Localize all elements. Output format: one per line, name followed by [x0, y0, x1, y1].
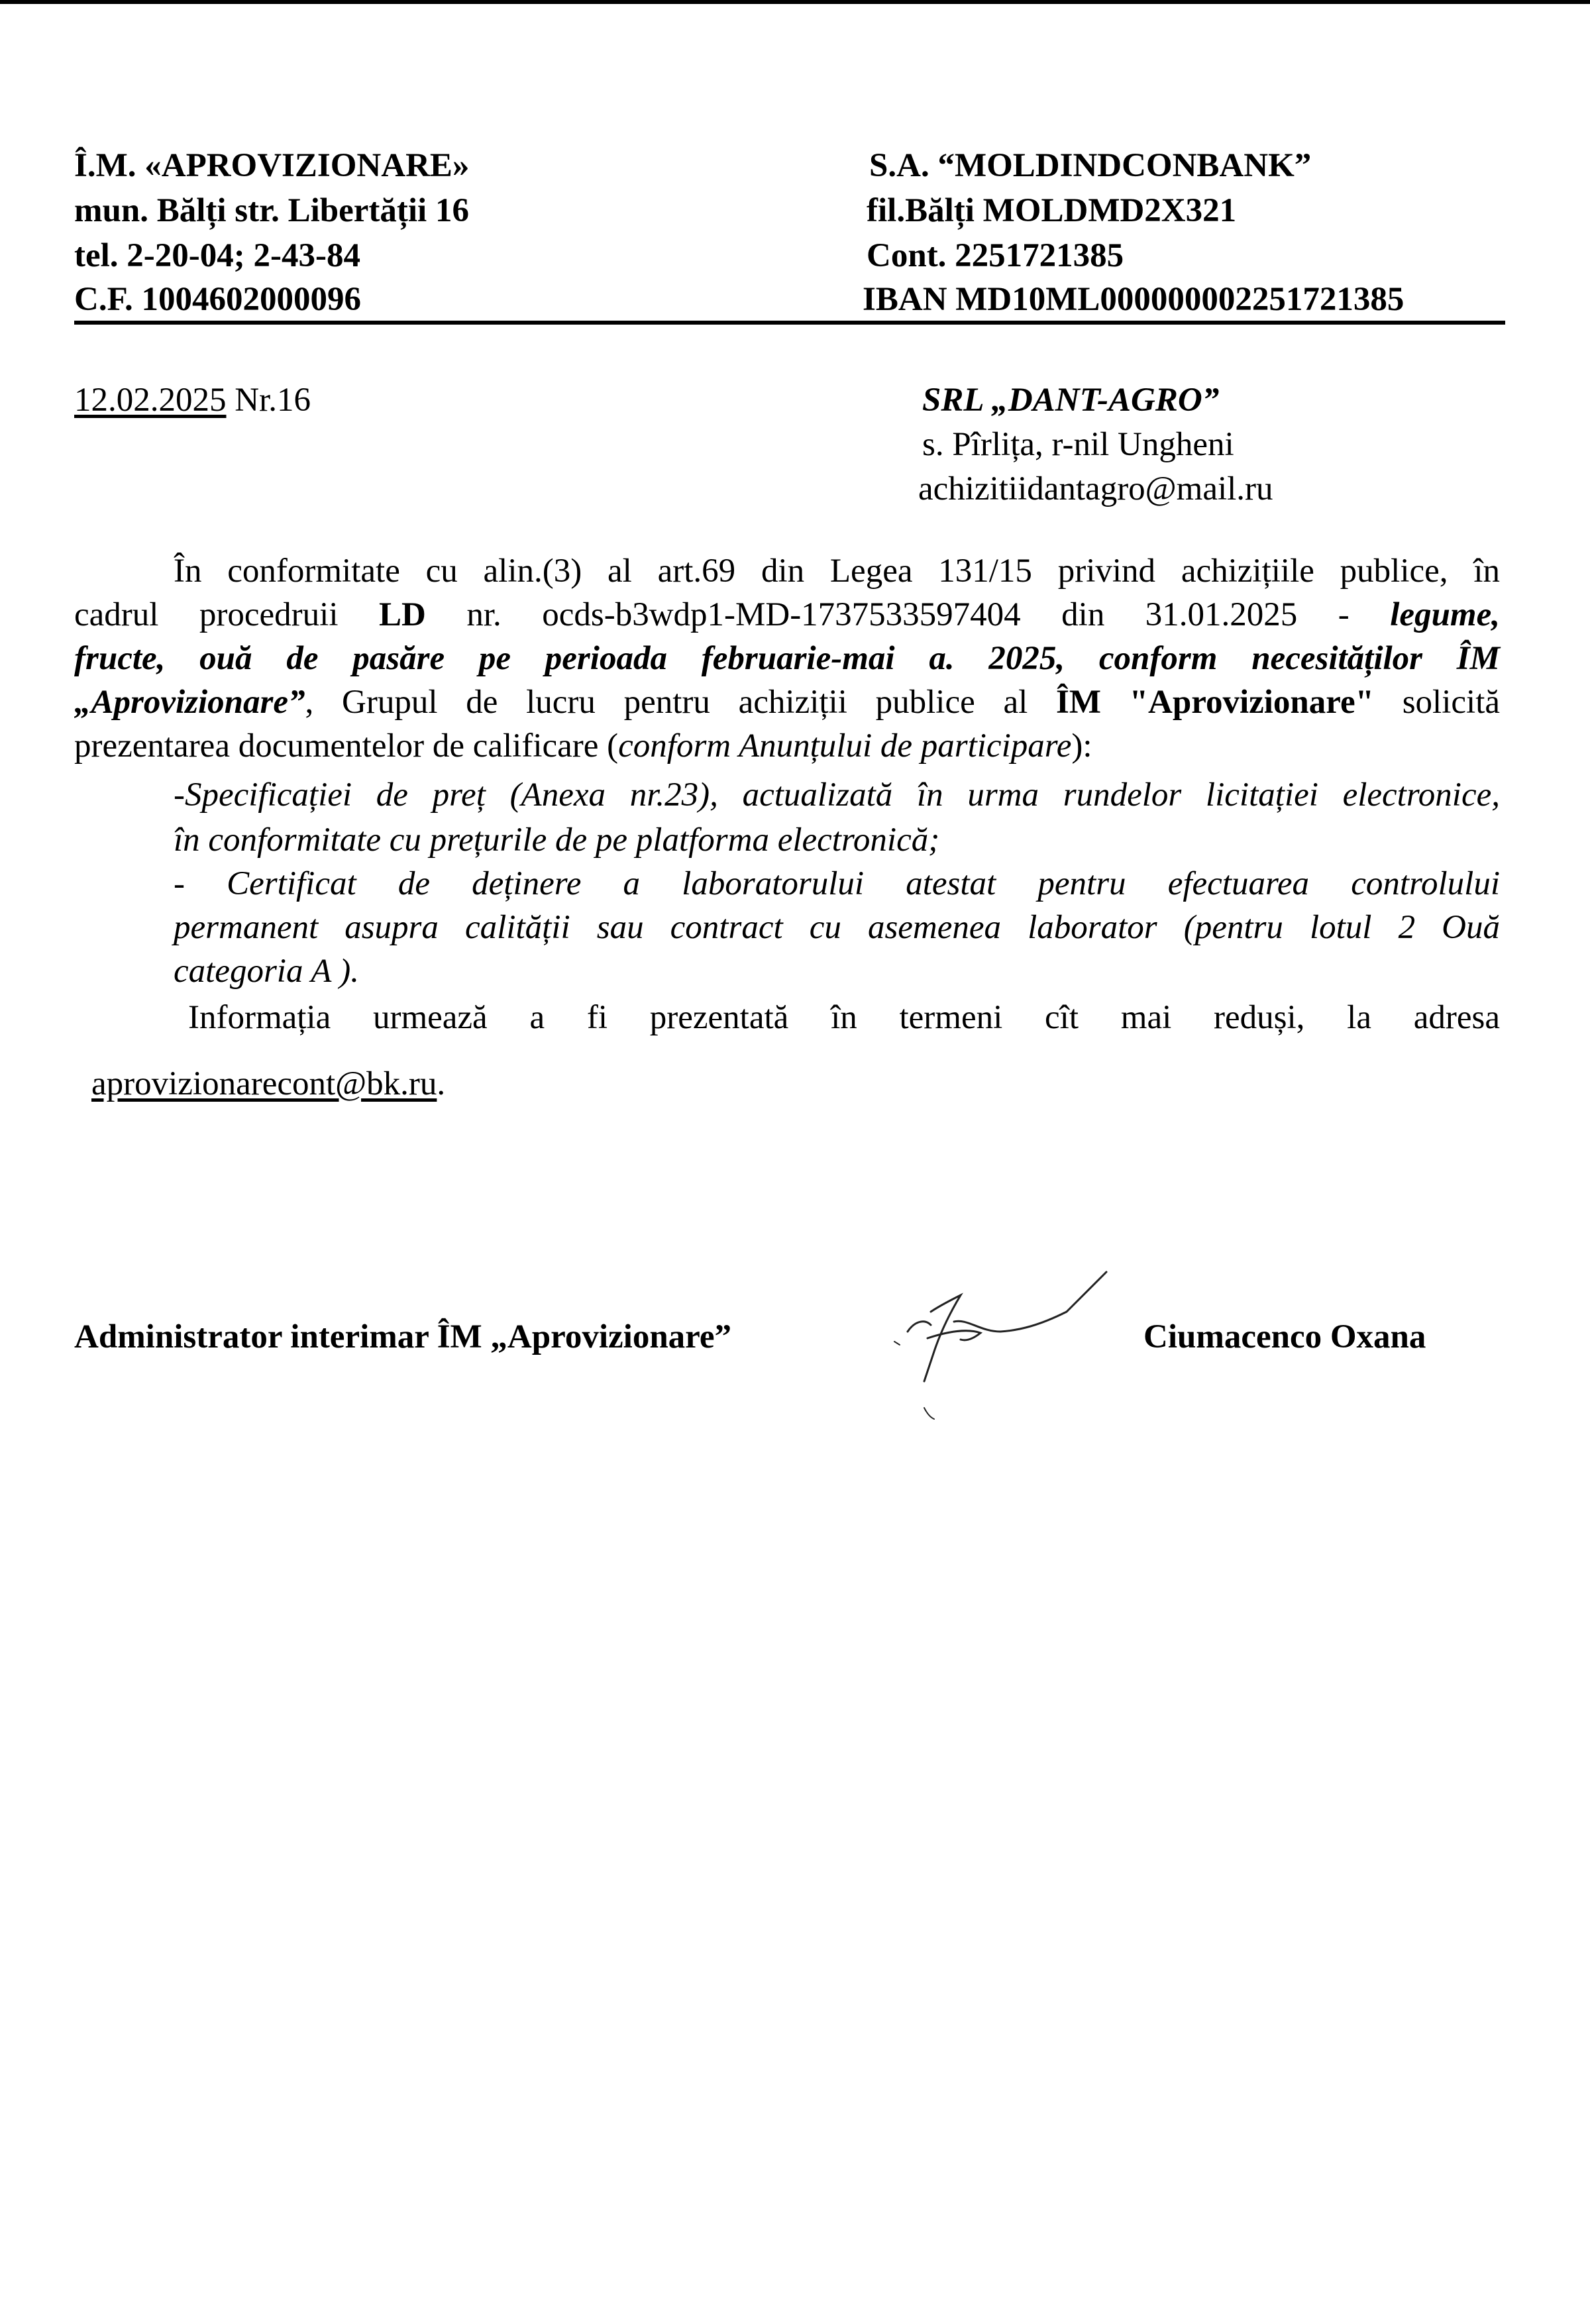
sender-address: mun. Bălți str. Libertății 16	[74, 192, 469, 229]
body-text-segment: permanent asupra calității sau contract cu asemenea laborator (pentru lotul 2 Ouă	[174, 909, 1500, 946]
body-line	[74, 595, 1500, 635]
reference-line	[74, 380, 311, 420]
page-top-border	[0, 0, 1590, 4]
body-text-segment: În conformitate cu alin.(3) al art.69 din Legea 131/15 privind achizițiile publice, în	[174, 553, 1500, 590]
body-line	[174, 864, 1500, 904]
recipient-address: s. Pîrlița, r-nil Ungheni	[922, 426, 1234, 463]
body-line	[74, 682, 1500, 722]
bank-name: S.A. “MOLDINDCONBANK”	[869, 147, 1312, 184]
signer-name: Ciumacenco Oxana	[1143, 1318, 1426, 1355]
body-line	[74, 726, 1500, 766]
sender-fiscal-code: C.F. 1004602000096	[74, 281, 362, 318]
body-line	[174, 775, 1500, 815]
body-text-segment: conform Anunțului de participare	[618, 727, 1072, 765]
body-text-segment: nr. ocds-b3wdp1-MD-1737533597404 din 31.01.2025 -	[425, 596, 1391, 633]
signature-title: Administrator interimar ÎM „Aprovizionare”	[74, 1318, 732, 1355]
recipient-email: achizitiidantagro@mail.ru	[918, 470, 1273, 507]
body-text-segment: solicită	[1373, 684, 1500, 721]
body-line	[174, 951, 1500, 991]
sender-name: Î.M. «APROVIZIONARE»	[74, 147, 470, 184]
body-line	[74, 639, 1500, 678]
reference-number: Nr.16	[235, 382, 311, 419]
contact-email[interactable]: aprovizionarecont@bk.ru	[91, 1065, 437, 1102]
body-text-segment: „Aprovizionare”	[74, 684, 305, 721]
contact-email-period: .	[437, 1065, 446, 1102]
bank-branch: fil.Bălți MOLDMD2X321	[867, 192, 1237, 229]
body-text-segment: , Grupul de lucru pentru achiziții publice al	[305, 684, 1057, 721]
body-text-segment: fructe, ouă de pasăre pe perioada februarie-mai a. 2025, conform necesităților ÎM	[74, 640, 1500, 677]
body-text-segment: prezentarea documentelor de calificare (	[74, 727, 619, 765]
body-text-segment: ):	[1071, 727, 1092, 765]
body-text-segment: ÎM "Aprovizionare"	[1056, 684, 1374, 721]
bank-account: Cont. 2251721385	[867, 237, 1124, 274]
contact-email-line	[91, 1064, 445, 1104]
body-text-segment: în conformitate cu prețurile de pe platforma electronică;	[174, 821, 940, 859]
body-line	[174, 551, 1500, 591]
body-text-segment: Informația urmează a fi prezentată în termeni cît mai reduși, la adresa	[188, 999, 1500, 1036]
bank-iban: IBAN MD10ML000000002251721385	[863, 281, 1404, 318]
body-text-segment: -Specificației de preț (Anexa nr.23), actualizată în urma rundelor licitației electronice,	[174, 776, 1500, 814]
reference-date: 12.02.2025	[74, 382, 227, 419]
body-line	[174, 820, 1500, 860]
handwritten-signature	[868, 1259, 1133, 1431]
recipient-name: SRL „DANT-AGRO”	[922, 382, 1220, 419]
sender-phone: tel. 2-20-04; 2-43-84	[74, 237, 360, 274]
header-divider	[74, 321, 1505, 325]
body-text-segment: cadrul procedruii	[74, 596, 379, 633]
body-text-segment: - Certificat de deținere a laboratorului atestat pentru efectuarea controlului	[174, 865, 1500, 902]
body-text-segment: categoria A ).	[174, 953, 360, 990]
body-text-segment: legume,	[1390, 596, 1500, 633]
body-line	[174, 908, 1500, 947]
body-text-segment: LD	[378, 596, 426, 633]
body-line	[188, 998, 1500, 1037]
